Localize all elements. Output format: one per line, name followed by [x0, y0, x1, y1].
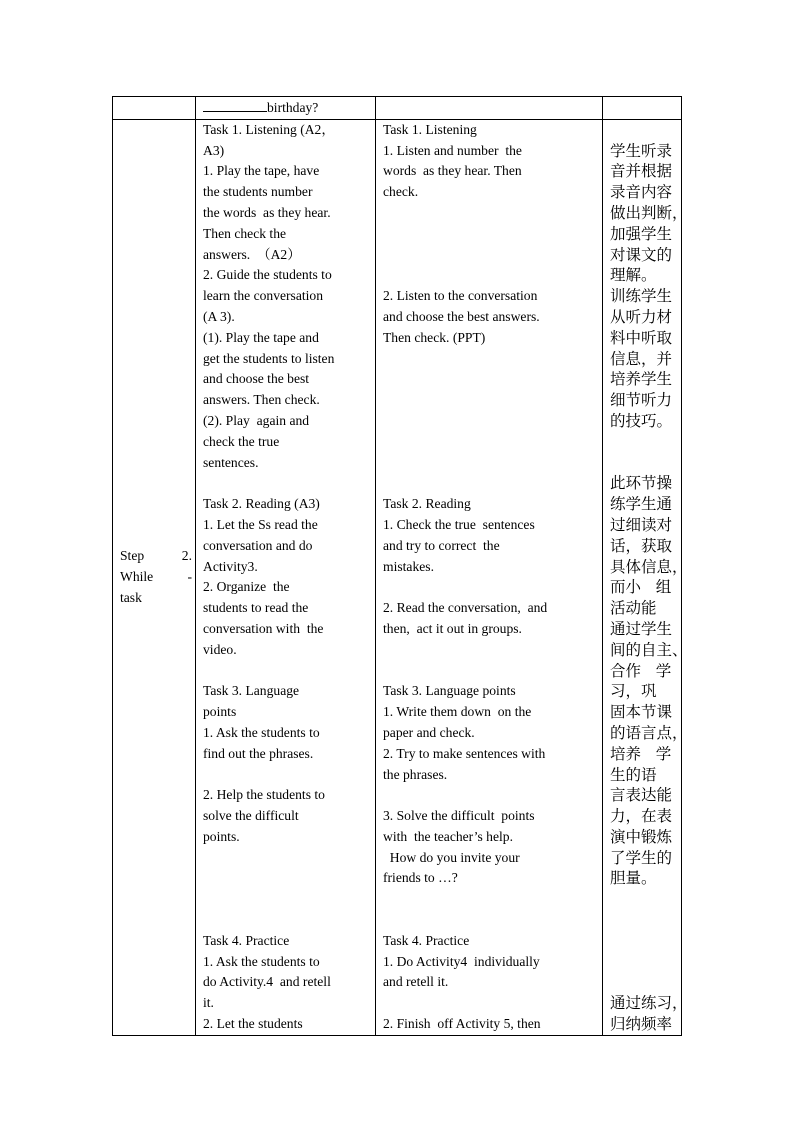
teacher-activity-line	[203, 868, 375, 889]
design-purpose-line: 力，在表	[610, 807, 673, 826]
fill-blank-line	[203, 97, 267, 112]
teacher-activity-line	[203, 765, 375, 786]
design-purpose-line	[610, 952, 681, 973]
student-activity-line: 1. Do Activity4 individually	[383, 953, 540, 969]
step-label-line-2: While -	[120, 568, 192, 584]
teacher-activity-line: (1). Play the tape and	[203, 329, 319, 345]
teacher-activity-line	[203, 473, 375, 494]
design-purpose-line: 习，巩	[610, 682, 657, 701]
cell-student-activities	[376, 119, 603, 1035]
teacher-activity-line	[203, 910, 375, 931]
design-purpose-line: 训练学生	[610, 287, 673, 306]
cell-purpose-empty	[603, 97, 682, 120]
design-purpose-line: 学生听录	[610, 141, 673, 160]
design-purpose-line	[610, 972, 681, 993]
design-purpose-line: 合作 学	[610, 661, 672, 680]
student-activity-line: Task 2. Reading	[383, 496, 471, 512]
table-row-header-continuation	[113, 97, 682, 120]
student-activity-line: 1. Check the true sentences	[383, 516, 535, 532]
student-activity-line	[383, 993, 602, 1014]
teacher-activity-line	[203, 661, 375, 682]
student-activity-line: 2. Try to make sentences with	[383, 745, 546, 761]
student-activity-line: Task 1. Listening	[383, 121, 477, 137]
student-activity-line: 3. Solve the difficult points	[383, 808, 535, 824]
student-activity-line	[383, 245, 602, 266]
student-activity-line	[383, 785, 602, 806]
design-purpose-line: 从听力材	[610, 307, 673, 326]
teacher-activity-line: answers. Then check.	[203, 392, 320, 408]
teacher-activity-line: solve the difficult	[203, 808, 299, 824]
design-purpose-line: 言表达能	[610, 786, 673, 805]
design-purpose-line: 过细读对	[610, 515, 673, 534]
cell-teacher-activities	[196, 119, 376, 1035]
cell-step-empty	[113, 97, 196, 120]
student-activity-line: paper and check.	[383, 724, 475, 740]
teacher-activity-line: Task 2. Reading (A3)	[203, 496, 320, 512]
design-purpose-line: 加强学生	[610, 224, 673, 243]
teacher-activity-line: Task 1. Listening (A2，	[203, 121, 335, 137]
design-purpose-line: 了学生的	[610, 848, 673, 867]
teacher-activity-line: points	[203, 704, 237, 720]
teacher-activity-line: 1. Let the Ss read the	[203, 516, 318, 532]
teacher-activity-line: 2. Organize the	[203, 579, 290, 595]
teacher-activity-line: find out the phrases.	[203, 745, 314, 761]
student-activity-line: and try to correct the	[383, 537, 500, 553]
design-purpose-line	[610, 453, 681, 474]
design-purpose-line: 信息，并	[610, 349, 673, 368]
student-activity-line	[383, 432, 602, 453]
student-activity-line	[383, 640, 602, 661]
design-purpose-line: 做出判断，	[610, 203, 688, 222]
teacher-activity-line: 2. Let the students	[203, 1016, 303, 1032]
student-activity-line: 2. Finish off Activity 5, then	[383, 1016, 541, 1032]
student-activity-line	[383, 577, 602, 598]
teacher-activity-line: 2. Guide the students to	[203, 267, 332, 283]
student-activity-line: words as they hear. Then	[383, 163, 522, 179]
teacher-activity-line: 1. Play the tape, have	[203, 163, 320, 179]
design-purpose-line: 话，获取	[610, 536, 673, 555]
design-purpose-line: 的语言点，	[610, 723, 688, 742]
teacher-activity-line: 1. Ask the students to	[203, 953, 320, 969]
student-activity-line: Then check. (PPT)	[383, 329, 486, 345]
step-label-line-1: Step 2.	[120, 548, 192, 564]
teacher-activity-line	[203, 889, 375, 910]
student-activity-line: 2. Listen to the conversation	[383, 288, 538, 304]
design-purpose-line: 对课文的	[610, 245, 673, 264]
lesson-plan-table	[112, 96, 688, 1036]
table-row-while-task	[113, 119, 682, 1035]
teacher-activity-line: conversation and do	[203, 537, 313, 553]
teacher-activity-line: students to read the	[203, 600, 309, 616]
design-purpose-line: 通过练习，	[610, 994, 688, 1013]
student-activity-line	[383, 473, 602, 494]
student-activity-line	[383, 910, 602, 931]
teacher-activity-line: check the true	[203, 433, 280, 449]
teacher-activity-line	[203, 848, 375, 869]
design-purpose-line: 音并根据	[610, 162, 673, 181]
teacher-activity-line: Task 3. Language	[203, 683, 300, 699]
design-purpose-line: 归纳频率	[610, 1015, 673, 1034]
design-purpose-line: 胆量。	[610, 869, 657, 888]
cell-students-empty	[376, 97, 603, 120]
teacher-activity-line: sentences.	[203, 454, 259, 470]
teacher-activity-line: Then check the	[203, 225, 287, 241]
student-activity-line	[383, 265, 602, 286]
design-purpose-line: 料中听取	[610, 328, 673, 347]
teacher-activity-line: do Activity.4 and retell	[203, 974, 331, 990]
design-purpose-line: 培养 学	[610, 744, 672, 763]
teacher-activity-line: points.	[203, 828, 240, 844]
student-activity-line: 2. Read the conversation, and	[383, 600, 548, 616]
design-purpose-line: 生的语	[610, 765, 657, 784]
teacher-activity-line: the students number	[203, 184, 313, 200]
design-purpose-line	[610, 120, 681, 141]
teacher-activity-line: the words as they hear.	[203, 204, 331, 220]
student-activity-line	[383, 203, 602, 224]
teacher-activity-line: it.	[203, 995, 214, 1011]
teacher-activity-line: conversation with the	[203, 620, 324, 636]
design-purpose-line: 活动能	[610, 599, 657, 618]
design-purpose-line	[610, 910, 681, 931]
student-activity-line	[383, 889, 602, 910]
teacher-activity-line: (A 3).	[203, 308, 235, 324]
teacher-activity-line: Task 4. Practice	[203, 932, 290, 948]
cell-step-label	[113, 119, 196, 1035]
cell-teacher-continuation	[196, 97, 376, 120]
design-purpose-line: 而小 组	[610, 578, 672, 597]
teacher-activity-line: 2. Help the students to	[203, 787, 325, 803]
student-activity-line	[383, 349, 602, 370]
design-purpose-line: 细节听力	[610, 391, 673, 410]
design-purpose-line: 固本节课	[610, 703, 673, 722]
teacher-activity-line: (2). Play again and	[203, 412, 310, 428]
teacher-activity-line: video.	[203, 641, 237, 657]
student-activity-line: with the teacher’s help.	[383, 828, 513, 844]
design-purpose-line: 理解。	[610, 266, 657, 285]
design-purpose-line: 录音内容	[610, 183, 673, 202]
student-activity-line: friends to …?	[383, 870, 458, 886]
teacher-activity-line: Activity3.	[203, 558, 258, 574]
design-purpose-line	[610, 931, 681, 952]
teacher-activity-line: learn the conversation	[203, 288, 324, 304]
student-activity-line: 1. Listen and number the	[383, 142, 522, 158]
student-activity-line	[383, 390, 602, 411]
student-activity-line	[383, 411, 602, 432]
design-purpose-line: 培养学生	[610, 370, 673, 389]
teacher-activity-line: and choose the best	[203, 371, 310, 387]
student-activity-line: mistakes.	[383, 558, 434, 574]
student-activity-line	[383, 224, 602, 245]
design-purpose-line: 练学生通	[610, 495, 673, 514]
step-label-line-3: task	[120, 589, 142, 605]
student-activity-line	[383, 453, 602, 474]
design-purpose-line: 间的自主、	[610, 640, 688, 659]
design-purpose-line: 此环节操	[610, 474, 673, 493]
student-activity-line: and retell it.	[383, 974, 449, 990]
student-activity-line: then, act it out in groups.	[383, 620, 522, 636]
student-activity-line: the phrases.	[383, 766, 448, 782]
design-purpose-line	[610, 889, 681, 910]
design-purpose-line: 演中锻炼	[610, 827, 673, 846]
design-purpose-line: 具体信息，	[610, 557, 688, 576]
student-activity-line: How do you invite your	[383, 849, 520, 865]
student-activity-line: Task 3. Language points	[383, 683, 516, 699]
student-activity-line	[383, 661, 602, 682]
teacher-activity-line: answers. （A2）	[203, 246, 301, 262]
birthday-text: birthday?	[267, 100, 319, 115]
student-activity-line: and choose the best answers.	[383, 308, 540, 324]
student-activity-line: check.	[383, 184, 419, 200]
design-purpose-line: 的技巧。	[610, 411, 673, 430]
teacher-activity-line: 1. Ask the students to	[203, 724, 320, 740]
teacher-activity-line: get the students to listen	[203, 350, 335, 366]
teacher-activity-line: A3)	[203, 142, 225, 158]
design-purpose-line	[610, 432, 681, 453]
student-activity-line: 1. Write them down on the	[383, 704, 532, 720]
student-activity-line	[383, 369, 602, 390]
cell-design-purpose	[603, 119, 688, 1035]
student-activity-line: Task 4. Practice	[383, 932, 470, 948]
design-purpose-line: 通过学生	[610, 619, 673, 638]
